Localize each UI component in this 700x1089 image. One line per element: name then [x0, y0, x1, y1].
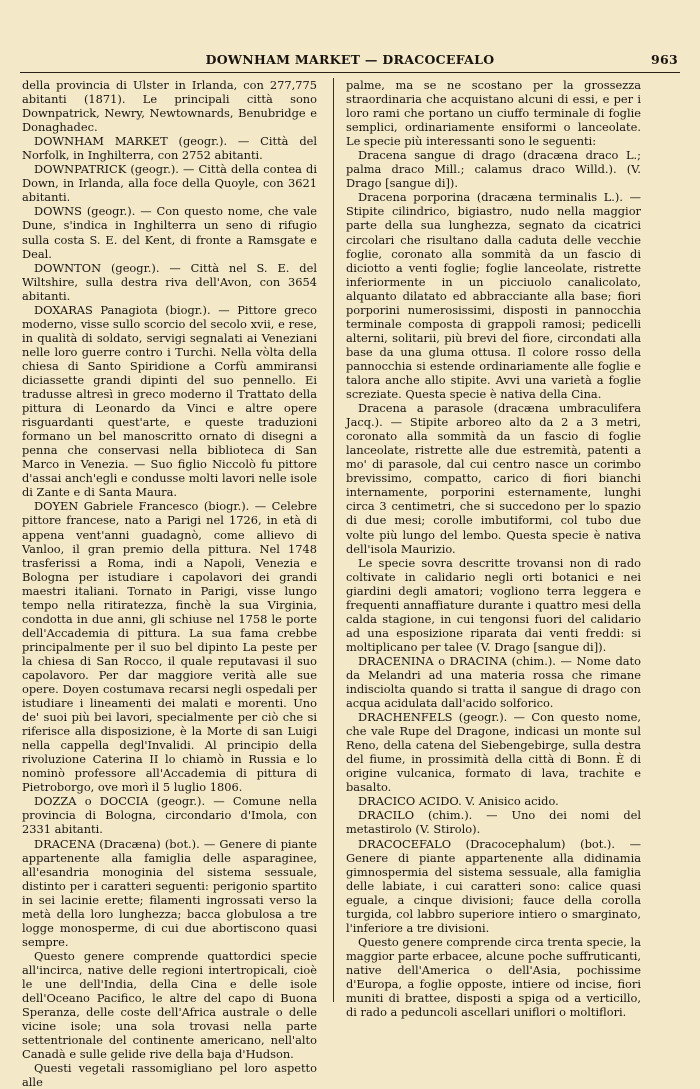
- entry-dracena-a-parasole: Dracena a parasole (dracæna umbraculifera Jacq.). — Stipite arboreo alto da 2 a 3 metri, coronato alla sommità da un fascio di foglie lanceolate, ristrette alle due estremità, patenti a mo' di parasole, dal cui centro nasce un corimbo brevissimo, compatto, carico di fiori bianchi internamente, porporini esternamente, lunghi circa 3 centimetri, che si succedono per lo spazio di due mesi; corolle imbutiformi, col tubo due volte più lungo del lembo. Questa specie è nativa dell'isola Maurizio.: [346, 401, 641, 556]
- entry-doxaras: DOXARAS Panagiota (biogr.). — Pittore greco moderno, visse sullo scorcio del secolo xvii, e rese, in qualità di soldato, servigi segnalati ai Veneziani nelle loro guerre contro i Turchi. Nella vòlta della chiesa di Santo Spiridione a Corfù ammiransi diciassette grandi dipinti del suo pennello. Ei tradusse altresì in greco moderno il Trattato della pittura di Leonardo da Vinci e altre opere risguardanti quest'arte, e queste traduzioni formano un bel manoscritto ornato di disegni a penna che conservasi nella biblioteca di San Marco in Venezia. — Suo figlio Niccolò fu pittore d'assai anch'egli e condusse molti lavori nelle isole di Zante e di Santa Maura.: [22, 302, 317, 500]
- header-rule: [20, 72, 680, 73]
- entry-dracena-sangue-di-drago: Dracena sangue di drago (dracæna draco L.; palma draco Mill.; calamus draco Willd.). (V. Drago [sangue di]).: [346, 148, 641, 191]
- paragraph: Le specie sovra descritte trovansi non di rado coltivate in calidario negli orti botanici e nei giardini degli amatori; vogliono terra leggera e frequenti annaffiature durante i quattro mesi della calda stagione, in cui tengonsi fuori del calidario ad una esposizione riparata dai venti freddi: si moltiplicano per talee (V. Drago [sangue di]).: [346, 555, 641, 654]
- paragraph: della provincia di Ulster in Irlanda, con 277,775 abitanti (1871). Le principali città sono Downpatrick, Newry, Newtownards, Benubridge e Donaghadec.: [22, 78, 317, 135]
- entry-downton: DOWNTON (geogr.). — Città nel S. E. del Wiltshire, sulla destra riva dell'Avon, con 3654 abitanti.: [22, 260, 317, 303]
- page-header: [22, 52, 678, 70]
- paragraph: Questi vegetali rassomigliano pel loro aspetto alle: [22, 1061, 317, 1089]
- running-title: DOWNHAM MARKET — DRACOCEFALO: [205, 52, 495, 67]
- entry-dracena: DRACENA (Dracæna) (bot.). — Genere di piante appartenente alla famiglia delle asparaginee, all'esandria monoginia del sistema sessuale, distinto per i caratteri seguenti: perigonio spartito in sei lacinie erette; filamenti ingrossati verso la metà della loro lunghezza; bacca globulosa a tre logge monosperme, di cui due abortiscono quasi sempre.: [22, 836, 317, 949]
- entry-dracenina: DRACENINA o DRACINA (chim.). — Nome dato da Melandri ad una materia rossa che rimane indisciolta quando si tratta il sangue di drago con acqua acidulata dall'acido solforico.: [346, 653, 641, 711]
- entry-dracena-porporina: Dracena porporina (dracæna terminalis L.). — Stipite cilindrico, bigiastro, nudo nella maggior parte della sua lunghezza, segnato da cicatrici circolari che risultano dalla caduta delle vecchie foglie, coronato alla sommità da un fascio di diciotto a venti foglie; foglie lanceolate, ristrette inferiormente in un picciuolo canalicolato, alquanto dilatato ed abbracciante alla base; fiori porporini numerosissimi, disposti in pannocchia terminale composta di grappoli ramosi; pedicelli alterni, solitarii, più brevi del fiore, circondati alla base da una gluma ottusa. Il colore rosso della pannocchia si estende ordinariamente alle foglie e talora anche allo stipite. Avvi una varietà a foglie screziate. Questa specie è nativa della Cina.: [346, 190, 641, 402]
- right-column: [346, 78, 641, 1019]
- entry-dracico-acido: DRACICO ACIDO. V. Anisico acido.: [358, 794, 559, 809]
- left-column: [22, 78, 317, 1089]
- paragraph: palme, ma se ne scostano per la grossezza straordinaria che acquistano alcuni di essi, e per i loro rami che portano un ciuffo terminale di foglie semplici, ordinariamente ensiformi o lanceolate. Le specie più interessanti sono le seguenti:: [346, 78, 641, 149]
- entry-dracocefalo: DRACOCEFALO (Dracocephalum) (bot.). — Genere di piante appartenente alla didinamia gimnospermia del sistema sessuale, alla famiglia delle labiate, i cui caratteri sono: calice quasi eguale, a cinque divisioni; fauce della corolla turgida, col labbro superiore intiero o smarginato, l'inferiore a tre divisioni.: [346, 836, 641, 935]
- column-divider: [333, 78, 334, 1002]
- paragraph: Questo genere comprende circa trenta specie, la maggior parte erbacee, alcune poche suffruticanti, native dell'America o dell'Asia, pochissime d'Europa, a foglie opposte, intiere od incise, fiori muniti di brattee, disposti a spiga od a verticillo, di rado a peduncoli ascellari uniflori o moltiflori.: [346, 934, 641, 1020]
- page-number: 963: [651, 52, 678, 67]
- entry-downs: DOWNS (geogr.). — Con questo nome, che vale Dune, s'indica in Inghilterra un seno di rifugio sulla costa S. E. del Kent, di fronte a Ramsgate e Deal.: [22, 204, 317, 261]
- entry-drachenfels: DRACHENFELS (geogr.). — Con questo nome, che vale Rupe del Dragone, indicasi un monte sul Reno, della catena del Siebengebirge, sulla destra del fiume, in prossimità della città di Bonn. È di origine vulcanica, formato di lava, trachite e basalto.: [346, 710, 641, 795]
- entry-downham-market: DOWNHAM MARKET (geogr.). — Città del Norfolk, in Inghilterra, con 2752 abitanti.: [22, 134, 317, 163]
- entry-dozza: DOZZA o DOCCIA (geogr.). — Comune nella provincia di Bologna, circondario d'Imola, con 2331 abitanti.: [22, 794, 317, 837]
- entry-downpatrick: DOWNPATRICK (geogr.). — Città della contea di Down, in Irlanda, alla foce della Quoyle, con 3621 abitanti.: [22, 162, 317, 205]
- entry-dracilo: DRACILO (chim.). — Uno dei nomi del metastirolo (V. Stirolo).: [346, 808, 641, 837]
- paragraph: Questo genere comprende quattordici specie all'incirca, native delle regioni intertropicali, cioè le une dell'India, della Cina e delle isole dell'Oceano Pacifico, le altre del capo di Buona Speranza, delle coste dell'Africa australe o delle vicine isole; una sola trovasi nella parte settentrionale del continente americano, nell'alto Canadà e sulle gelide rive della baja d'Hudson.: [22, 948, 317, 1062]
- entry-doyen: DOYEN Gabriele Francesco (biogr.). — Celebre pittore francese, nato a Parigi nel 1726, in età di appena vent'anni guadagnò, come allievo di Vanloo, il gran premio della pittura. Nel 1748 trasferissi a Roma, indi a Napoli, Venezia e Bologna per istudiare i capolavori dei grandi maestri italiani. Tornato in Parigi, visse lungo tempo nella ritiratezza, finchè la sua Virginia, condotta in due anni, gli schiuse nel 1758 le porte dell'Accademia di pittura. La sua fama crebbe principalmente per il suo bel dipinto La peste per la chiesa di San Rocco, il quale reputavasi il suo capolavoro. Per dar maggiore verità alle sue opere. Doyen costumava recarsi negli ospedali per istudiare i lineamenti dei malati e morenti. Uno de' suoi più bei lavori, specialmente per ciò che si riferisce alla disposizione, è la Morte di san Luigi nella cappella degl'Invalidi. Al principio della rivoluzione Caterina II lo chiamò in Russia e lo nominò professore all'Accademia di pittura di Pietroborgo, ove morì il 5 luglio 1806.: [22, 499, 317, 795]
